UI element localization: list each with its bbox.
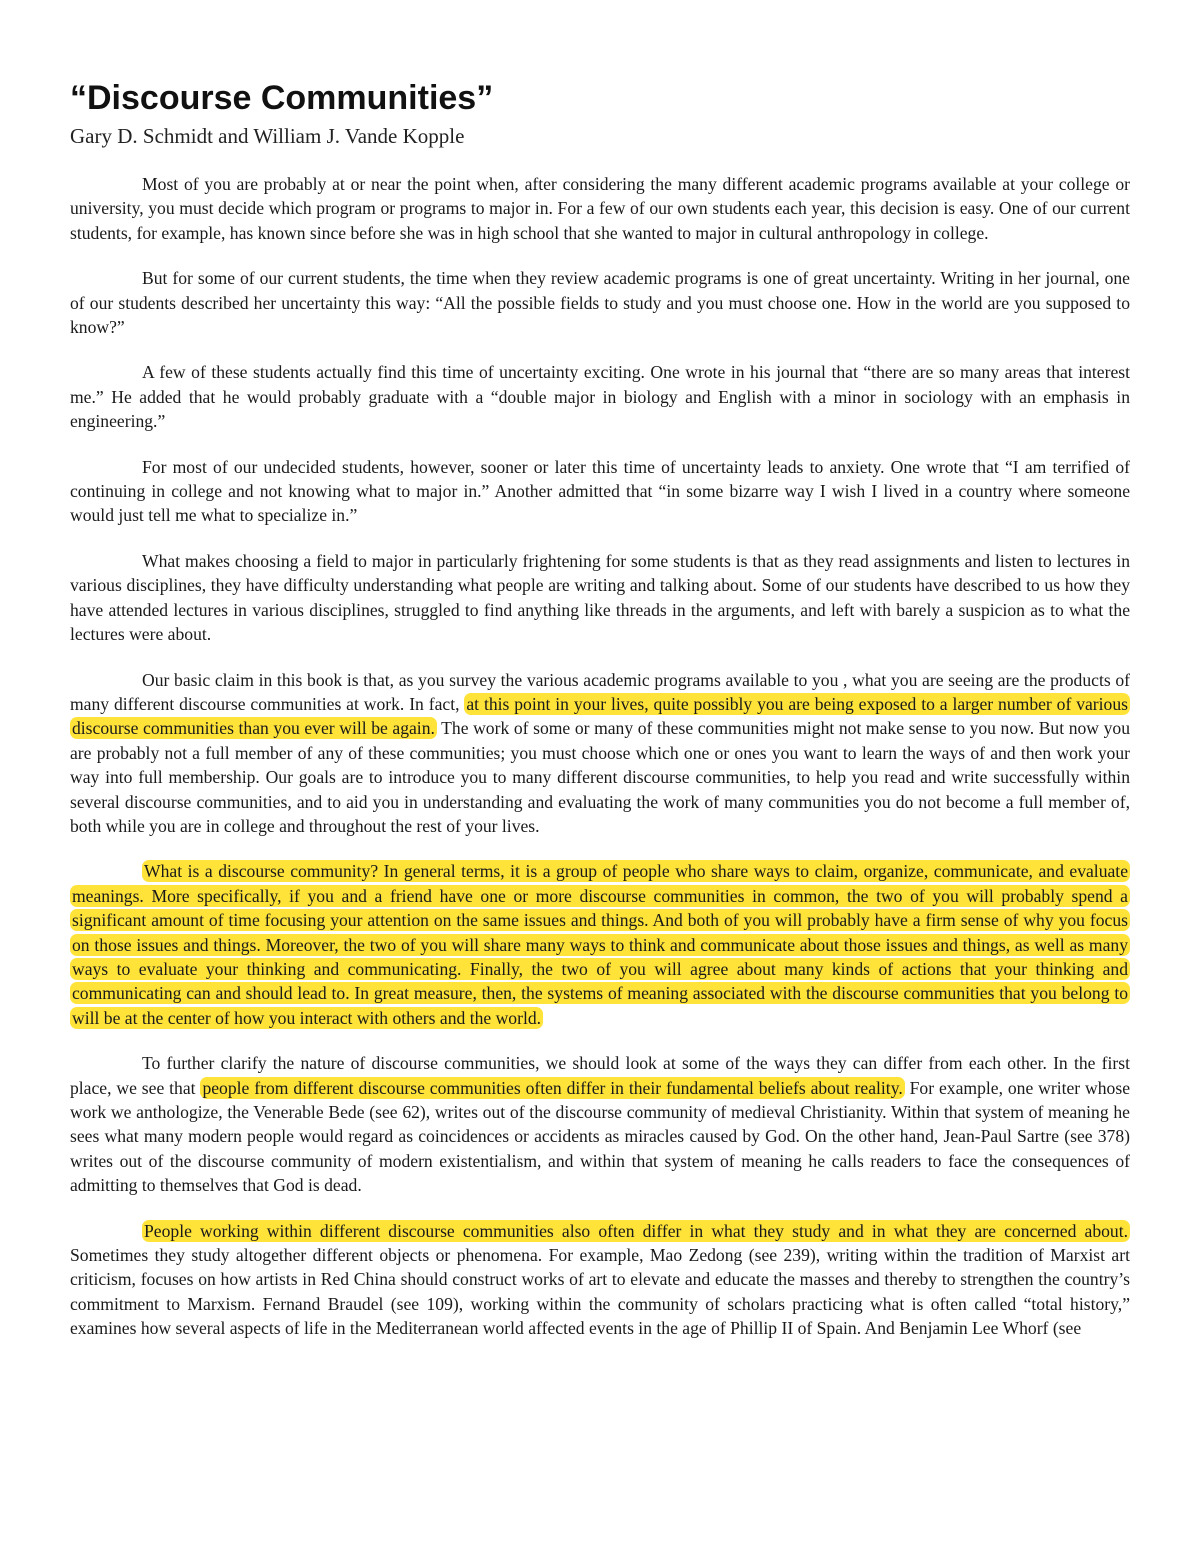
paragraph-text: For most of our undecided students, however, sooner or later this time of uncertainty leads to anxiety. One wrote that “I am terrified of continuing in college and not knowing what to major in.” Another admitted that “in some bizarre way I wish I lived in a country where someone would just tell me what to specialize in.” (70, 456, 1130, 526)
paragraph (70, 549, 1130, 647)
paragraph-text: Sometimes they study altogether different objects or phenomena. For example, Mao Zedong (see 239), writing within the tradition of Marxist art criticism, focuses on how artists in Red China should construct works of art to elevate and educate the masses and thereby to strengthen the country’s commitment to Marxism. Fernand Braudel (see 109), working within the community of scholars practicing what is often called “total history,” examines how several aspects of life in the Mediterranean world affected events in the age of Phillip II of Spain. And Benjamin Lee Whorf (see (70, 1245, 1130, 1339)
paragraph-text: For example, one writer whose work we anthologize, the Venerable Bede (see 62), writes out of the discourse community of medieval Christianity. Within that system of meaning he sees what many modern people would regard as coincidences or accidents as miracles caused by God. On the other hand, Jean-Paul Sartre (see 378) writes out of the discourse community of modern existentialism, and within that system of meaning he calls readers to face the consequences of admitting to themselves that God is dead. (70, 1077, 1131, 1196)
paragraph (70, 1219, 1130, 1341)
paragraph-text: But for some of our current students, the time when they review academic programs is one of great uncertainty. Writing in her journal, one of our students described her uncertainty this way: “All the possible fields to study and you must choose one. How in the world are you supposed to know?” (70, 268, 1130, 338)
paragraph (70, 172, 1130, 245)
document-authors: Gary D. Schmidt and William J. Vande Kopple (70, 124, 465, 148)
paragraph (70, 859, 1130, 1030)
highlighted-text: People working within different discourse communities also often differ in what they study and in what they are concerned about. (144, 1220, 1128, 1241)
paragraph-text: To further clarify the nature of discourse communities, we should look at some of the ways they can differ from each other. In the first place, we see that (70, 1053, 1130, 1098)
paragraph (70, 266, 1130, 339)
highlighted-text: What is a discourse community? In general terms, it is a group of people who share ways to claim, organize, communicate, and evaluate meanings. More specifically, if you and a friend have one or more discourse communities in common, the two of you will probably spend a significant amount of time focusing your attention on the same issues and things. And both of you will probably have a firm sense of why you focus on those issues and things. Moreover, the two of you will share many ways to think and communicate about those issues and things, as well as many ways to evaluate your thinking and communicating. Finally, the two of you will agree about many kinds of actions that your thinking and communicating can and should lead to. In great measure, then, the systems of meaning associated with the discourse communities that you belong to will be at the center of how you interact with others and the world. (72, 861, 1128, 1028)
paragraph-text: Our basic claim in this book is that, as you survey the various academic programs available to you , what you are seeing are the products of many different discourse communities at work. In fact, (70, 669, 1130, 714)
paragraph-text: Most of you are probably at or near the point when, after considering the many different academic programs available at your college or university, you must decide which program or programs to major in. For a few of our own students each year, this decision is easy. One of our current students, for example, has known since before she was in high school that she wanted to major in cultural anthropology in college. (70, 174, 1130, 243)
paragraph (70, 455, 1130, 528)
paragraph-text: A few of these students actually find this time of uncertainty exciting. One wrote in his journal that “there are so many areas that interest me.” He added that he would probably graduate with a “double major in biology and English with a minor in sociology with an emphasis in engineering.” (70, 362, 1130, 432)
highlighted-text: at this point in your lives, quite possibly you are being exposed to a larger number of various discourse communities than you ever will be again. (72, 693, 1128, 739)
document-body (70, 172, 1130, 1341)
paragraph (70, 360, 1130, 433)
paragraph-text: The work of some or many of these communities might not make sense to you now. But now you are probably not a full member of any of these communities; you must choose which one or ones you want to learn the ways of and then work your way into full membership. Our goals are to introduce you to many different discourse communities, to help you read and write successfully within several discourse communities, and to aid you in understanding and evaluating the work of many communities you do not become a full member of, both while you are in college and throughout the rest of your lives. (70, 718, 1130, 836)
paragraph-text: What makes choosing a field to major in particularly frightening for some students is that as they read assignments and listen to lectures in various disciplines, they have difficulty understanding what people are writing and talking about. Some of our students have described to us how they have attended lectures in various disciplines, struggled to find anything like threads in the arguments, and left with barely a suspicion as to what the lectures were about. (70, 550, 1130, 645)
paragraph (70, 668, 1130, 839)
highlighted-text: people from different discourse communities often differ in their fundamental beliefs about reality. (202, 1077, 903, 1098)
paragraph (70, 1051, 1130, 1197)
document-page (70, 78, 1130, 1362)
document-title: “Discourse Communities” (70, 79, 494, 117)
